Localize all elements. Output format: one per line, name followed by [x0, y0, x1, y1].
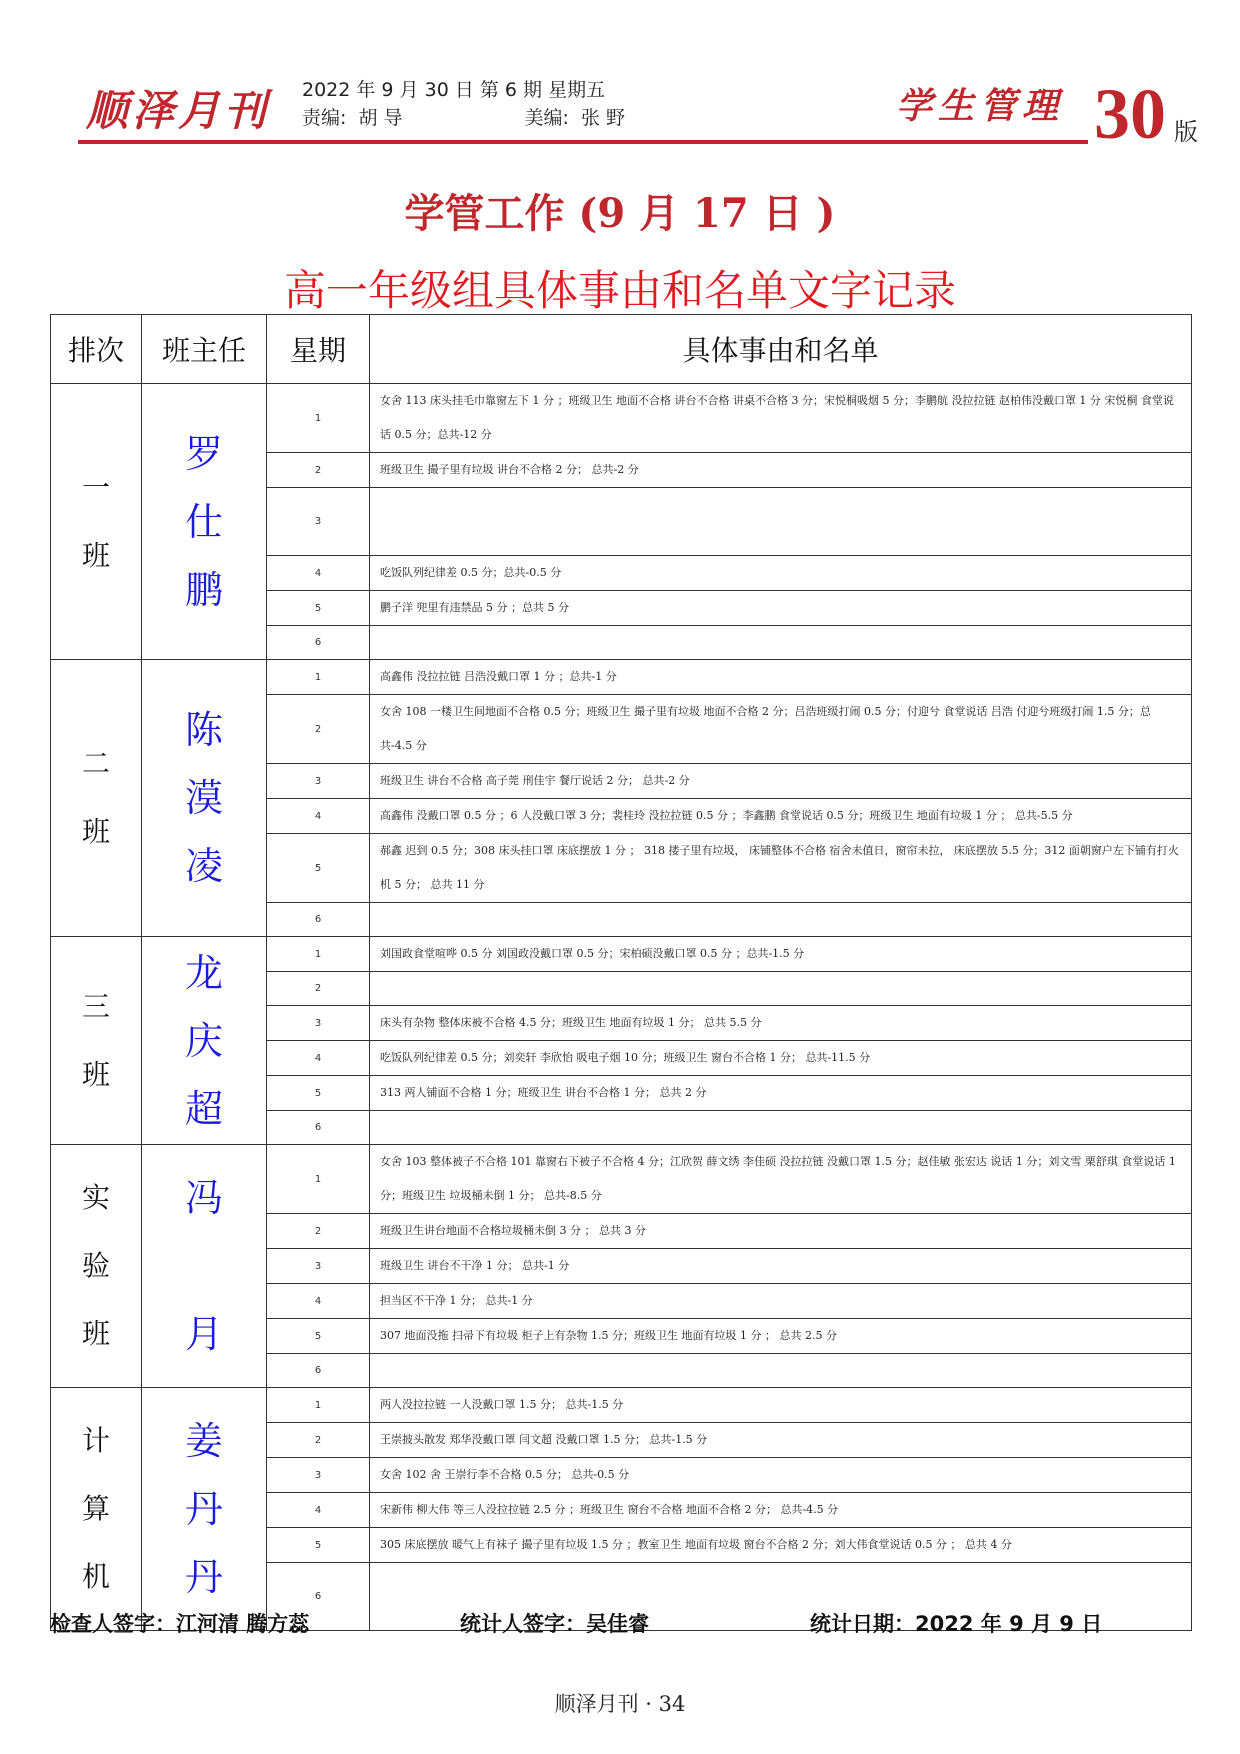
weekday-cell: 4: [267, 556, 370, 591]
weekday-cell: 3: [267, 1249, 370, 1284]
class-rank-char: 机: [81, 1560, 110, 1593]
detail-cell: 班级卫生 讲台不合格 高子莞 刑佳宇 餐厅说话 2 分； 总共-2 分: [370, 764, 1192, 799]
weekday-cell: 6: [267, 1563, 370, 1631]
class-rank-char: 班: [81, 1317, 110, 1350]
detail-cell: 刘国政食堂喧哗 0.5 分 刘国政没戴口罩 0.5 分；宋柏硕没戴口罩 0.5 分 ；总共-1.5 分: [370, 937, 1192, 972]
head-teacher-char: 龙: [184, 950, 223, 995]
weekday-cell: 3: [267, 488, 370, 556]
detail-cell: 305 床底摆放 暖气上有袜子 撮子里有垃圾 1.5 分 ；教室卫生 地面有垃圾 窗台不合格 2 分；刘大伟食堂说话 0.5 分 ； 总共 4 分: [370, 1528, 1192, 1563]
detail-cell: [370, 488, 1192, 556]
weekday-cell: 2: [267, 1214, 370, 1249]
weekday-cell: 6: [267, 903, 370, 937]
weekday-cell: 5: [267, 1319, 370, 1354]
edition-number: 30: [1094, 74, 1166, 154]
inspector-signature: 检查人签字：江河清 腾方蕊: [50, 1612, 310, 1636]
detail-cell: 307 地面没拖 扫帚下有垃圾 柜子上有杂物 1.5 分；班级卫生 地面有垃圾 1 分 ； 总共 2.5 分: [370, 1319, 1192, 1354]
class-rank: [51, 660, 142, 937]
weekday-cell: 1: [267, 384, 370, 453]
head-teacher-char: 丹: [184, 1487, 223, 1531]
weekday-cell: 2: [267, 1423, 370, 1458]
head-teacher-char: 仕: [184, 499, 223, 544]
detail-cell: 床头有杂物 整体床被不合格 4.5 分；班级卫生 地面有垃圾 1 分； 总共 5.5 分: [370, 1006, 1192, 1041]
detail-cell: 班级卫生 撮子里有垃圾 讲台不合格 2 分； 总共-2 分: [370, 453, 1192, 488]
weekday-cell: 2: [267, 695, 370, 764]
weekday-cell: 5: [267, 1528, 370, 1563]
detail-cell: 鹏子洋 兜里有违禁品 5 分 ；总共 5 分: [370, 591, 1192, 626]
class-rank: [51, 1388, 142, 1631]
header-day: 星期: [267, 315, 370, 384]
table-row: [51, 384, 1192, 453]
detail-cell: [370, 626, 1192, 660]
detail-cell: 高鑫伟 没戴口罩 0.5 分 ；6 人没戴口罩 3 分；裴桂玲 没拉拉链 0.5 分 ；李鑫鹏 食堂说话 0.5 分；班级卫生 地面有垃圾 1 分 ； 总共-5.5 分: [370, 799, 1192, 834]
detail-cell: 王崇披头散发 郑华没戴口罩 闫文超 没戴口罩 1.5 分； 总共-1.5 分: [370, 1423, 1192, 1458]
weekday-cell: 4: [267, 1041, 370, 1076]
head-teacher-char: 罗: [184, 431, 223, 476]
detail-cell: 吃饭队列纪律差 0.5 分；刘奕轩 李欣怡 吸电子烟 10 分；班级卫生 窗台不合格 1 分； 总共-11.5 分: [370, 1041, 1192, 1076]
head-teacher: [142, 384, 267, 660]
weekday-cell: 4: [267, 1493, 370, 1528]
class-rank-char: 三: [81, 989, 110, 1023]
table-row: [51, 1388, 1192, 1423]
page-subtitle: 高一年级组具体事由和名单文字记录: [283, 266, 956, 315]
detail-cell: [370, 972, 1192, 1006]
weekday-cell: 3: [267, 1006, 370, 1041]
class-rank-char: 班: [81, 815, 110, 848]
weekday-cell: 2: [267, 453, 370, 488]
head-teacher-char: 超: [184, 1086, 223, 1131]
head-teacher: [142, 1388, 267, 1631]
head-teacher-char: 鹏: [184, 567, 223, 612]
head-teacher-char: 月: [184, 1312, 223, 1356]
head-teacher-char: 陈: [184, 708, 223, 752]
class-rank-char: 班: [81, 1057, 110, 1091]
table-row: [51, 1145, 1192, 1214]
detail-cell: 班级卫生 讲台不干净 1 分； 总共-1 分: [370, 1249, 1192, 1284]
detail-cell: 班级卫生讲台地面不合格垃圾桶未倒 3 分 ； 总共 3 分: [370, 1214, 1192, 1249]
detail-cell: 女舍 113 床头挂毛巾靠窗左下 1 分 ；班级卫生 地面不合格 讲台不合格 讲桌不合格 3 分；宋悦桐吸烟 5 分；李鹏航 没拉拉链 赵柏伟没戴口罩 1 分 宋悦桐 食堂说话 0.5 分；总共-12 分: [370, 384, 1192, 453]
head-teacher-char: 凌: [184, 844, 223, 888]
weekday-cell: 1: [267, 937, 370, 972]
editor-label: 责编:: [302, 107, 347, 129]
weekday-cell: 6: [267, 1354, 370, 1388]
weekday-cell: 1: [267, 660, 370, 695]
class-rank-char: 算: [81, 1492, 110, 1525]
head-teacher-char: [142, 1232, 266, 1300]
detail-cell: 女舍 102 舍 王崇行李不合格 0.5 分； 总共-0.5 分: [370, 1458, 1192, 1493]
designer-name: 张 野: [580, 107, 625, 129]
weekday-cell: 2: [267, 972, 370, 1006]
page-footer: 顺泽月刊 · 34: [554, 1692, 686, 1716]
head-teacher: [142, 1145, 267, 1388]
detail-cell: 女舍 108 一楼卫生间地面不合格 0.5 分；班级卫生 撮子里有垃圾 地面不合格 2 分；吕浩班级打闹 0.5 分；付迎兮 食堂说话 吕浩 付迎兮班级打闹 1.5 分；总共-4.5 分: [370, 695, 1192, 764]
detail-cell: [370, 1111, 1192, 1145]
class-rank-char: 计: [81, 1424, 110, 1457]
page-title: 学管工作 (9 月 17 日 ): [404, 190, 836, 237]
head-teacher-char: 冯: [184, 1176, 223, 1220]
detail-cell: 313 两人铺面不合格 1 分；班级卫生 讲台不合格 1 分； 总共 2 分: [370, 1076, 1192, 1111]
head-teacher: [142, 937, 267, 1145]
detail-cell: 郝鑫 迟到 0.5 分；308 床头挂口罩 床底摆放 1 分 ； 318 搂子里有垃圾， 床铺整体不合格 宿舍未值日，窗帘未拉， 床底摆放 5.5 分；312 面朝窗户左下铺有打火机 5 分； 总共 11 分: [370, 834, 1192, 903]
class-rank-char: 二: [81, 747, 110, 780]
class-rank-char: 实: [81, 1181, 110, 1214]
detail-cell: 高鑫伟 没拉拉链 吕浩没戴口罩 1 分 ；总共-1 分: [370, 660, 1192, 695]
header-divider: [78, 140, 1088, 144]
detail-cell: 吃饭队列纪律差 0.5 分；总共-0.5 分: [370, 556, 1192, 591]
class-rank: [51, 384, 142, 660]
header-teacher: 班主任: [142, 315, 267, 384]
masthead-logo: 顺泽月刊: [86, 86, 271, 135]
weekday-cell: 3: [267, 764, 370, 799]
head-teacher-char: 姜: [184, 1419, 223, 1463]
detail-cell: [370, 903, 1192, 937]
designer-label: 美编:: [524, 107, 569, 129]
weekday-cell: 5: [267, 1076, 370, 1111]
detail-cell: 女舍 103 整体被子不合格 101 靠窗右下被子不合格 4 分；江欣贺 薛文绣 李佳硕 没拉拉链 没戴口罩 1.5 分；赵佳敏 张宏达 说话 1 分；刘文雪 栗舒琪 食堂说话 1 分；班级卫生 垃圾桶未倒 1 分； 总共-8.5 分: [370, 1145, 1192, 1214]
class-rank: [51, 937, 142, 1145]
edition-suffix: 版: [1174, 118, 1198, 146]
masthead-info: [302, 76, 625, 132]
header-detail: 具体事由和名单: [370, 315, 1192, 384]
head-teacher: [142, 660, 267, 937]
detail-cell: [370, 1354, 1192, 1388]
issue-date-line: 2022 年 9 月 30 日 第 6 期 星期五: [302, 79, 606, 101]
weekday-cell: 6: [267, 626, 370, 660]
table-header-row: [51, 315, 1192, 384]
head-teacher-char: 庆: [184, 1018, 223, 1063]
weekday-cell: 5: [267, 834, 370, 903]
weekday-cell: 3: [267, 1458, 370, 1493]
statistics-date: 统计日期：2022 年 9 月 9 日: [810, 1612, 1103, 1636]
class-rank-char: 一: [81, 470, 110, 504]
record-table: [50, 314, 1192, 1631]
weekday-cell: 4: [267, 1284, 370, 1319]
class-rank: [51, 1145, 142, 1388]
detail-cell: 两人没拉拉链 一人没戴口罩 1.5 分； 总共-1.5 分: [370, 1388, 1192, 1423]
class-rank-char: 验: [81, 1249, 110, 1282]
editor-name: 胡 导: [358, 107, 403, 129]
detail-cell: 宋新伟 柳大伟 等三人没拉拉链 2.5 分 ；班级卫生 窗台不合格 地面不合格 2 分； 总共-4.5 分: [370, 1493, 1192, 1528]
statistician-signature: 统计人签字：吴佳睿: [460, 1612, 649, 1636]
table-row: [51, 660, 1192, 695]
head-teacher-char: 丹: [184, 1555, 223, 1599]
weekday-cell: 6: [267, 1111, 370, 1145]
header-rank: 排次: [51, 315, 142, 384]
class-rank-char: 班: [81, 538, 110, 572]
weekday-cell: 5: [267, 591, 370, 626]
detail-cell: 担当区不干净 1 分； 总共-1 分: [370, 1284, 1192, 1319]
head-teacher-char: 漠: [184, 776, 223, 820]
weekday-cell: 1: [267, 1145, 370, 1214]
table-row: [51, 937, 1192, 972]
weekday-cell: 1: [267, 1388, 370, 1423]
weekday-cell: 4: [267, 799, 370, 834]
section-name: 学生管理: [896, 85, 1065, 127]
